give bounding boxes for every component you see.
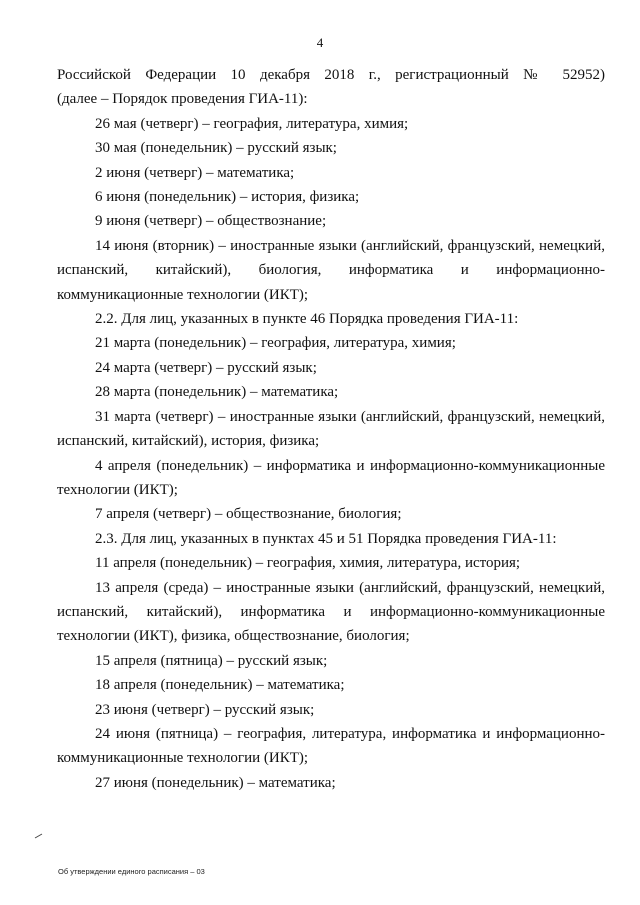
paragraph: 23 июня (четверг) – русский язык; <box>95 701 315 718</box>
paragraph: 26 мая (четверг) – география, литература, химия; <box>95 115 409 132</box>
paragraph: 15 апреля (пятница) – русский язык; <box>95 652 328 669</box>
paragraph: 4 апреля (понедельник) – информатика и информационно-коммуникационные технологии (ИКТ); <box>57 457 605 498</box>
paragraph: 13 апреля (среда) – иностранные языки (английский, французский, немецкий, испанский, китайский), информатика и информационно-коммуникационные технологии (ИКТ), физика, обществознание, биология; <box>57 579 605 645</box>
paragraph: (далее – Порядок проведения ГИА-11): <box>57 91 308 108</box>
paragraph: 31 марта (четверг) – иностранные языки (английский, французский, немецкий, испанский, китайский), история, физика; <box>57 408 605 450</box>
paragraph: 30 мая (понедельник) – русский язык; <box>95 140 337 157</box>
paragraph: 7 апреля (четверг) – обществознание, биология; <box>95 506 402 523</box>
document-body <box>57 63 605 795</box>
paragraph: 6 июня (понедельник) – история, физика; <box>95 189 360 206</box>
paragraph: 27 июня (понедельник) – математика; <box>95 774 336 791</box>
paragraph: 9 июня (четверг) – обществознание; <box>95 213 327 230</box>
paragraph: 18 апреля (понедельник) – математика; <box>95 677 345 694</box>
paragraph: 28 марта (понедельник) – математика; <box>95 384 339 401</box>
page-number: 4 <box>316 35 324 50</box>
paragraph: 14 июня (вторник) – иностранные языки (английский, французский, немецкий, испанский, китайский), биология, информатика и информационно-коммуникационные технологии (ИКТ); <box>57 237 605 303</box>
paragraph: 11 апреля (понедельник) – география, химия, литература, история; <box>95 555 521 572</box>
footer-caption: Об утверждении единого расписания – 03 <box>58 867 205 876</box>
paragraph: 21 марта (понедельник) – география, литература, химия; <box>95 335 456 352</box>
paragraph: Российской Федерации 10 декабря 2018 г., регистрационный № 52952) <box>57 67 605 83</box>
paragraph: 2.3. Для лиц, указанных в пунктах 45 и 51 Порядка проведения ГИА-11: <box>95 530 557 547</box>
paragraph: 24 июня (пятница) – география, литература, информатика и информационно-коммуникационные технологии (ИКТ); <box>57 725 605 767</box>
pen-mark <box>34 833 44 839</box>
paragraph: 2.2. Для лиц, указанных в пункте 46 Порядка проведения ГИА-11: <box>95 311 519 328</box>
paragraph: 2 июня (четверг) – математика; <box>95 164 295 181</box>
paragraph: 24 марта (четверг) – русский язык; <box>95 359 317 376</box>
